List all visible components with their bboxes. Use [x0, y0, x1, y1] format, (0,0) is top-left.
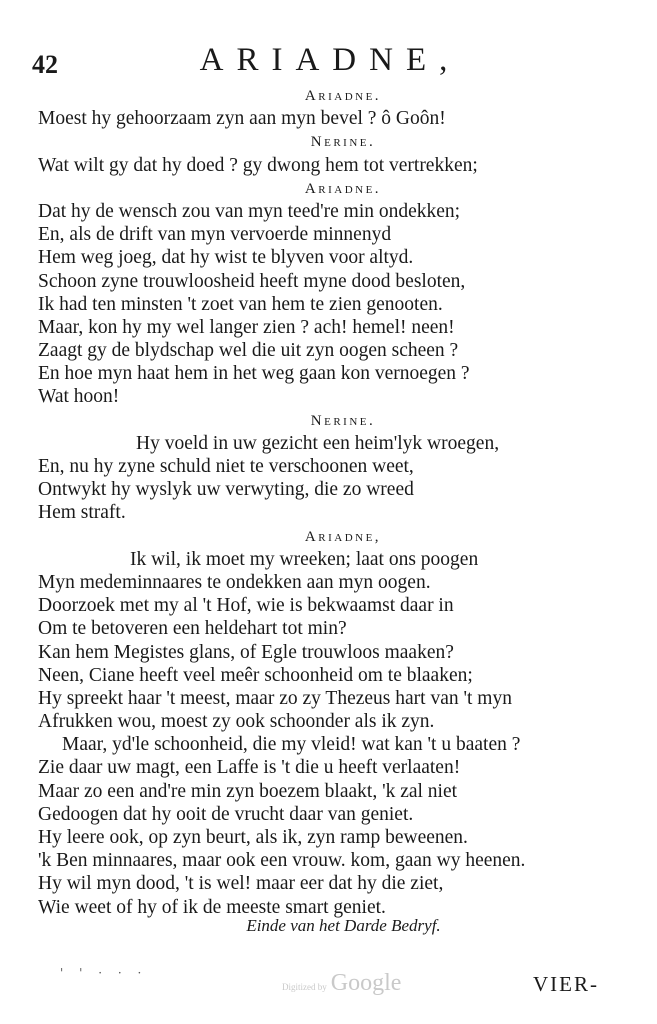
- verse-line: Hy spreekt haar 't meest, maar zo zy Thezeus hart van 't myn: [38, 687, 512, 709]
- speaker-name: Ariadne,: [304, 528, 382, 545]
- catchword: VIER-: [533, 972, 599, 996]
- verse-line: Ontwykt hy wyslyk uw verwyting, die zo wreed: [38, 479, 414, 501]
- verse-line: Doorzoek met my al 't Hof, wie is bekwaamst daar in: [38, 595, 454, 617]
- speaker-name: Nerine.: [310, 134, 376, 151]
- verse-line: Hem straft.: [38, 502, 126, 524]
- verse-line: 'k Ben minnaares, maar ook een vrouw. kom, gaan wy heenen.: [38, 850, 526, 872]
- verse-line: Gedoogen dat hy ooit de vrucht daar van geniet.: [38, 803, 414, 825]
- verse-line: En hoe myn haat hem in het weg gaan kon vernoegen ?: [38, 363, 470, 385]
- print-specks: ' ' · · ·: [60, 966, 148, 980]
- verse-line: Ik wil, ik moet my wreeken; laat ons poogen: [130, 548, 479, 570]
- page-number: 42: [32, 50, 58, 79]
- verse-line: Hy wil myn dood, 't is wel! maar eer dat hy die ziet,: [38, 873, 444, 895]
- running-head: ARIADNE,: [199, 42, 461, 78]
- verse-line: En, als de drift van myn vervoerde minnenyd: [38, 224, 392, 246]
- verse-line: Neen, Ciane heeft veel meêr schoonheid om te blaaken;: [38, 664, 473, 686]
- verse-line: Wie weet of hy of ik de meeste smart geniet.: [38, 896, 386, 918]
- verse-line: Hem weg joeg, dat hy wist te blyven voor altyd.: [38, 247, 414, 269]
- watermark-logo-text: Google: [330, 970, 402, 996]
- verse-line: Hy leere ook, op zyn beurt, als ik, zyn ramp beweenen.: [38, 827, 468, 848]
- verse-line: Maar zo een and're min zyn boezem blaakt, 'k zal niet: [38, 780, 458, 802]
- speaker-name: Nerine.: [310, 412, 376, 429]
- verse-line: Kan hem Megistes glans, of Egle trouwloos maaken?: [38, 641, 454, 663]
- speaker-name: Ariadne.: [304, 88, 382, 104]
- verse-line: Moest hy gehoorzaam zyn aan myn bevel ? ô Goôn!: [38, 108, 446, 130]
- verse-line: En, nu hy zyne schuld niet te verschoonen weet,: [38, 456, 414, 477]
- watermark-small-text: Digitized by: [282, 982, 327, 992]
- verse-text: [38, 84, 638, 919]
- verse-line: Om te betoveren een heldehart tot min?: [38, 618, 347, 640]
- verse-line: Wat wilt gy dat hy doed ? gy dwong hem tot vertrekken;: [38, 154, 478, 176]
- digitized-watermark: [282, 970, 401, 997]
- verse-line: Dat hy de wensch zou van myn teed're min ondekken;: [38, 200, 461, 222]
- speaker-name: Ariadne.: [304, 180, 382, 197]
- verse-line: Maar, kon hy my wel langer zien ? ach! hemel! neen!: [38, 316, 455, 338]
- verse-line: Maar, yd'le schoonheid, die my vleid! wat kan 't u baaten ?: [62, 734, 521, 756]
- verse-line: Wat hoon!: [38, 386, 120, 408]
- act-end-note: Einde van het Darde Bedryf.: [246, 916, 441, 935]
- verse-line: Ik had ten minsten 't zoet van hem te zien genooten.: [38, 293, 443, 315]
- verse-line: Zie daar uw magt, een Laffe is 't die u heeft verlaaten!: [38, 757, 461, 779]
- verse-line: Hy voeld in uw gezicht een heim'lyk wroegen,: [136, 432, 500, 454]
- verse-line: Myn medeminnaares te ondekken aan myn oogen.: [38, 571, 431, 593]
- verse-line: Afrukken wou, moest zy ook schoonder als ik zyn.: [38, 711, 435, 733]
- verse-line: Zaagt gy de blydschap wel die uit zyn oogen scheen ?: [38, 340, 459, 362]
- verse-line: Schoon zyne trouwloosheid heeft myne dood besloten,: [38, 270, 466, 292]
